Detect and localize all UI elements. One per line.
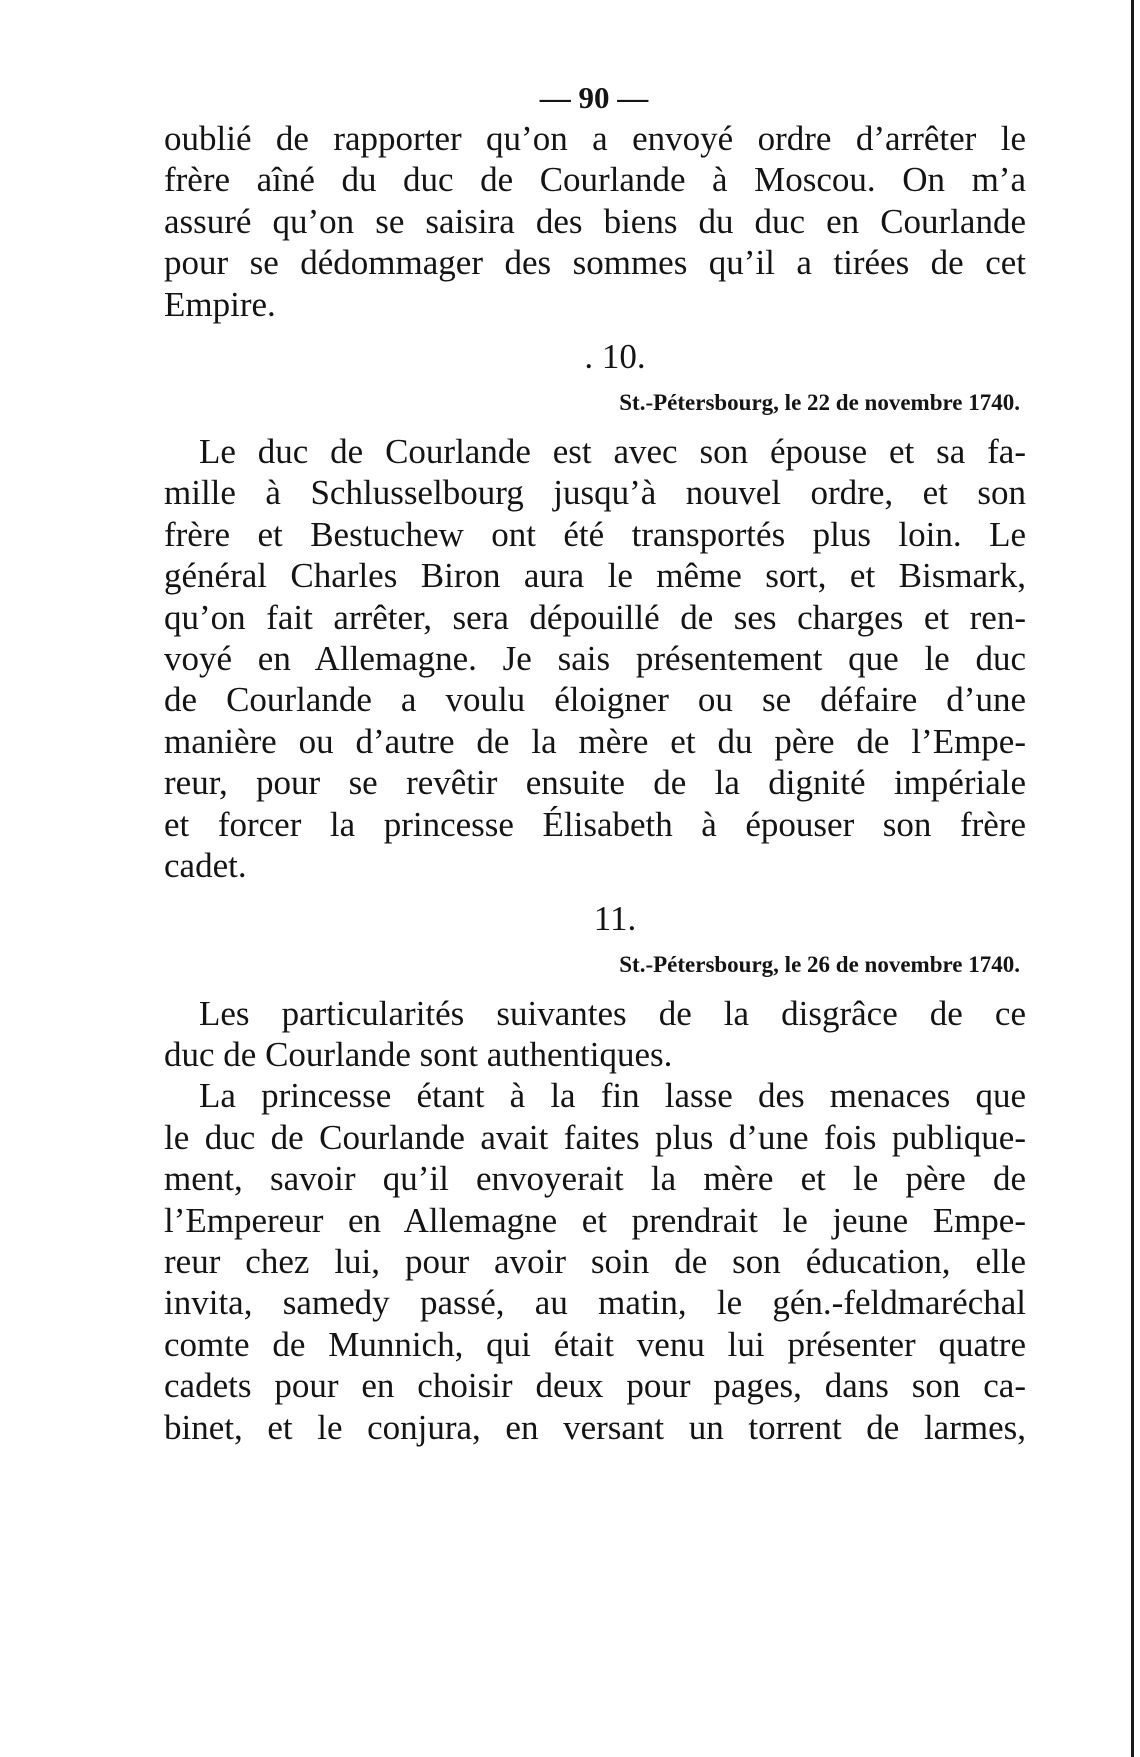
text-line: frère et Bestuchew ont été transportés plus loin. Le [164,514,1026,554]
intro-paragraph [164,118,1026,325]
entry-paragraph [164,431,1026,886]
entry-dateline: St.-Pétersbourg, le 26 de novembre 1740. [619,951,1020,977]
text-line: assuré qu’on se saisira des biens du duc en Courlande [164,201,1026,241]
document-page [164,78,1026,1448]
text-line: mille à Schlusselbourg jusqu’à nouvel ordre, et son [164,473,1026,513]
text-line: le duc de Courlande avait faites plus d’une fois publique- [164,1117,1026,1157]
text-line: qu’on fait arrêter, sera dépouillé de ses charges et ren- [164,597,1026,637]
text-line: Les particularités suivantes de la disgrâce de ce [199,993,1026,1033]
entry-dateline: St.-Pétersbourg, le 22 de novembre 1740. [619,390,1020,416]
text-line: invita, samedy passé, au matin, le gén.-feldmaréchal [164,1283,1026,1323]
text-line: de Courlande a voulu éloigner ou se défaire d’une [164,680,1026,720]
text-line: l’Empereur en Allemagne et prendrait le jeune Empe- [164,1200,1026,1240]
text-line: comte de Munnich, qui était venu lui présenter quatre [164,1324,1026,1364]
text-line: général Charles Biron aura le même sort, et Bismark, [164,556,1026,596]
text-line: cadets pour en choisir deux pour pages, dans son ca- [164,1366,1026,1406]
text-line: et forcer la princesse Élisabeth à épouser son frère [164,804,1026,844]
text-line: binet, et le conjura, en versant un torrent de larmes, [164,1407,1026,1447]
page-edge-rule [1131,0,1134,1757]
page-number: — 90 — [539,80,649,115]
text-line: cadet. [164,846,247,886]
entry-paragraph [164,1075,1026,1448]
text-line: voyé en Allemagne. Je sais présentement que le duc [164,639,1026,679]
text-line: La princesse étant à la fin lasse des menaces que [199,1076,1026,1116]
entry-paragraph [164,993,1026,1076]
text-line: reur, pour se revêtir ensuite de la dignité impériale [164,763,1026,803]
text-line: manière ou d’autre de la mère et du père de l’Empe- [164,721,1026,761]
text-line: reur chez lui, pour avoir soin de son éducation, elle [164,1241,1026,1281]
entry-number: . 10. [584,337,646,377]
text-line: Le duc de Courlande est avec son épouse et sa fa- [199,432,1026,472]
text-line: pour se dédommager des sommes qu’il a tirées de cet [164,243,1026,283]
text-line: duc de Courlande sont authentiques. [164,1034,673,1074]
text-line: oublié de rapporter qu’on a envoyé ordre d’arrêter le [164,119,1026,158]
entry-number: 11. [593,898,637,938]
text-line: ment, savoir qu’il envoyerait la mère et le père de [164,1159,1026,1199]
text-line: frère aîné du duc de Courlande à Moscou. On m’a [164,160,1026,200]
text-line: Empire. [164,284,276,324]
